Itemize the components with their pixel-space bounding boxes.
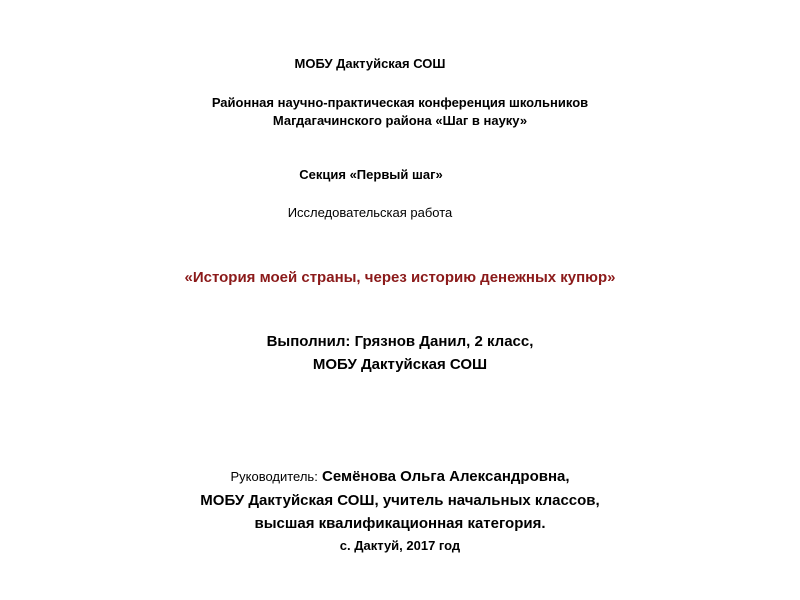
- supervisor-position: МОБУ Дактуйская СОШ, учитель начальных классов,: [200, 492, 600, 509]
- conference-title-line1: Районная научно-практическая конференция школьников: [211, 95, 589, 110]
- school-name: МОБУ Дактуйская СОШ: [294, 56, 446, 71]
- section-name: Секция «Первый шаг»: [299, 167, 443, 182]
- work-type: Исследовательская работа: [287, 205, 453, 220]
- research-title: «История моей страны, через историю денежных купюр»: [184, 269, 616, 286]
- supervisor-label: Руководитель:: [230, 469, 318, 484]
- supervisor-line: [0, 469, 800, 484]
- author-line: Выполнил: Грязнов Данил, 2 класс,: [266, 333, 534, 350]
- supervisor-category: высшая квалификационная категория.: [254, 515, 546, 532]
- conference-title-line2: Магдагачинского района «Шаг в науку»: [272, 113, 528, 128]
- place-and-year: с. Дактуй, 2017 год: [339, 538, 461, 553]
- supervisor-name: Семёнова Ольга Александровна,: [322, 468, 570, 485]
- author-school: МОБУ Дактуйская СОШ: [312, 356, 488, 373]
